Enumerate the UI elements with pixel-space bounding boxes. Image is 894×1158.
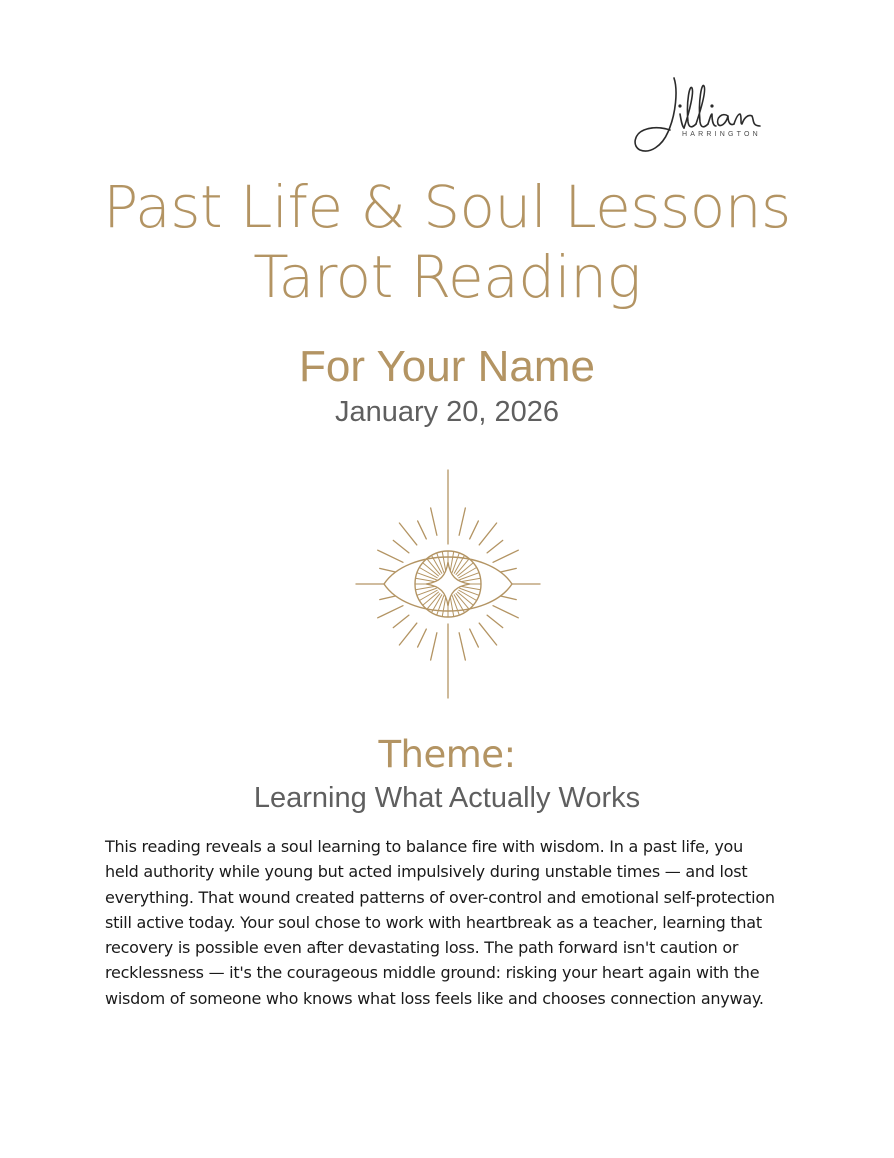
sunburst-ray [459,633,465,660]
sunburst-ray [493,550,518,562]
theme-value: Learning What Actually Works [253,782,641,814]
eye-sunburst-icon [348,466,548,702]
sunburst-ray [470,629,479,647]
sunburst-ray [431,633,437,660]
sunburst-ray [479,623,496,645]
sunburst-ray [459,508,465,535]
sunburst-ray [479,523,496,545]
title-line-1: Past Life & Soul Lessons [103,173,791,241]
sunburst-ray [393,540,409,552]
reading-date: January 20, 2026 [334,396,560,428]
brand-logo-subtitle: HARRINGTON [682,131,761,138]
sunburst-ray [487,540,503,552]
sunburst-ray [487,615,503,627]
brand-logo [630,70,790,160]
sunburst-ray [378,550,403,562]
reading-summary: This reading reveals a soul learning to balance fire with wisdom. In a past life, you held authority while young but acted impulsively during unstable times — and lost everything. That wound created patterns of over-control and emotional self-protection still active today. Your soul chose to work with heartbreak as a teacher, learning that recovery is possible even after devastating loss. The path forward isn't caution or recklessness — it's the courageous middle ground: risking your heart again with the wisdom of someone who knows what loss feels like and chooses connection anyway. [105,837,775,1008]
title-line-2: Tarot Reading [253,243,641,311]
sunburst-ray [470,521,479,539]
page-title [0,172,894,312]
sunburst-ray [399,623,416,645]
sunburst-ray [393,615,409,627]
sunburst-ray [431,508,437,535]
recipient-name: For Your Name [299,342,595,391]
signature-logo-icon [630,70,790,160]
theme-label: Theme: [378,733,516,776]
sunburst-ray [378,606,403,618]
sunburst-ray [399,523,416,545]
sunburst-ray [493,606,518,618]
eye-emblem-graphic [348,466,548,702]
sunburst-ray [418,629,427,647]
sunburst-ray [418,521,427,539]
